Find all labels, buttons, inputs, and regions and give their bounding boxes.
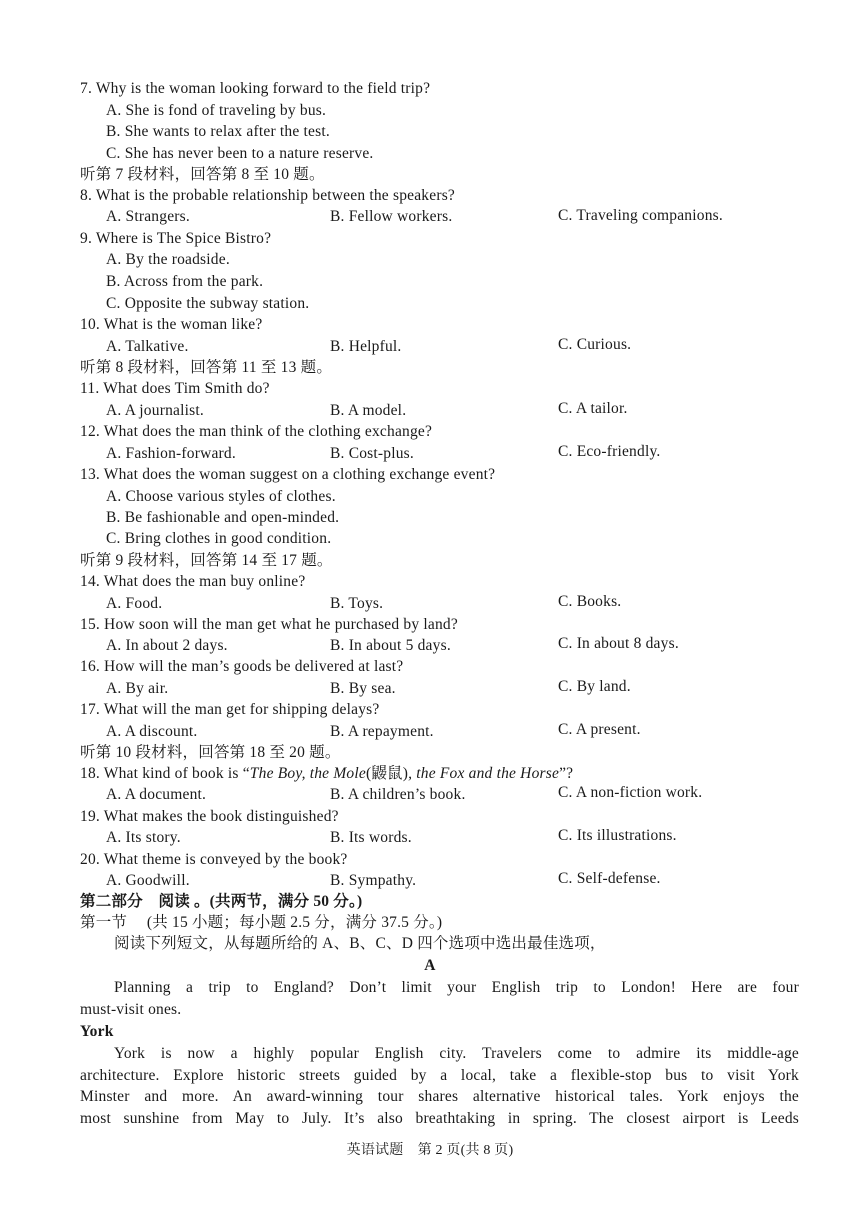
- york-paragraph-line-3: Minster and more. An award-winning tour shares alternative historical tales. York enjoys the: [80, 1088, 799, 1105]
- q15-option-c: C. In about 8 days.: [558, 635, 679, 652]
- q11-option-a: A. A journalist.: [106, 402, 204, 419]
- q9-option-c: C. Opposite the subway station.: [106, 295, 310, 312]
- q18-stem-end: ”?: [559, 765, 574, 782]
- york-paragraph-line-2: architecture. Explore historic streets guided by a local, take a flexible-stop bus to visit York: [80, 1067, 799, 1084]
- q12-option-c: C. Eco-friendly.: [558, 443, 661, 460]
- q19-option-b: B. Its words.: [330, 829, 412, 846]
- q12-option-a: A. Fashion-forward.: [106, 445, 236, 462]
- question-19: 19. What makes the book distinguished?: [80, 808, 339, 825]
- book-title: The Boy, the Mole: [249, 765, 366, 782]
- q8-option-a: A. Strangers.: [106, 208, 190, 225]
- book-title-rest: , the Fox and the Horse: [408, 765, 560, 782]
- q7-option-a: A. She is fond of traveling by bus.: [106, 102, 327, 119]
- q18-option-c: C. A non-fiction work.: [558, 784, 703, 801]
- q7-option-b: B. She wants to relax after the test.: [106, 123, 330, 140]
- section-1-heading: 第一节 (共 15 小题；每小题 2.5 分，满分 37.5 分。): [80, 914, 443, 931]
- q13-option-c: C. Bring clothes in good condition.: [106, 530, 332, 547]
- q20-option-a: A. Goodwill.: [106, 872, 190, 889]
- york-heading: York: [80, 1023, 114, 1040]
- listening-intro-8: 听第 8 段材料，回答第 11 至 13 题。: [80, 359, 333, 376]
- question-8: 8. What is the probable relationship between the speakers?: [80, 187, 456, 204]
- q8-option-c: C. Traveling companions.: [558, 207, 723, 224]
- q10-option-a: A. Talkative.: [106, 338, 189, 355]
- q9-option-b: B. Across from the park.: [106, 273, 264, 290]
- question-7: 7. Why is the woman looking forward to the field trip?: [80, 80, 431, 97]
- q10-option-b: B. Helpful.: [330, 338, 402, 355]
- question-15: 15. How soon will the man get what he purchased by land?: [80, 616, 458, 633]
- passage-intro-line-2: must-visit ones.: [80, 1001, 182, 1018]
- q18-option-a: A. A document.: [106, 786, 207, 803]
- question-12: 12. What does the man think of the clothing exchange?: [80, 423, 433, 440]
- question-13: 13. What does the woman suggest on a clothing exchange event?: [80, 466, 496, 483]
- q11-option-b: B. A model.: [330, 402, 407, 419]
- passage-intro-line-1: Planning a trip to England? Don’t limit your English trip to London! Here are four: [114, 979, 799, 996]
- passage-label: A: [424, 957, 436, 974]
- q19-option-c: C. Its illustrations.: [558, 827, 677, 844]
- question-18: [80, 764, 573, 784]
- q14-option-a: A. Food.: [106, 595, 163, 612]
- q17-option-b: B. A repayment.: [330, 723, 434, 740]
- page-footer: 英语试题 第 2 页(共 8 页): [346, 1143, 514, 1158]
- listening-intro-7: 听第 7 段材料，回答第 8 至 10 题。: [80, 166, 325, 183]
- mole-note: (鼹鼠): [365, 765, 409, 782]
- q15-option-b: B. In about 5 days.: [330, 637, 451, 654]
- q13-option-b: B. Be fashionable and open-minded.: [106, 509, 340, 526]
- question-14: 14. What does the man buy online?: [80, 573, 306, 590]
- question-17: 17. What will the man get for shipping delays?: [80, 701, 380, 718]
- q16-option-c: C. By land.: [558, 678, 631, 695]
- q8-option-b: B. Fellow workers.: [330, 208, 453, 225]
- q14-option-c: C. Books.: [558, 593, 622, 610]
- q20-option-c: C. Self-defense.: [558, 870, 661, 887]
- york-paragraph-line-1: York is now a highly popular English city. Travelers come to admire its middle-age: [114, 1045, 799, 1062]
- part-2-heading: 第二部分 阅读 。(共两节，满分 50 分。): [80, 893, 363, 910]
- q18-option-b: B. A children’s book.: [330, 786, 466, 803]
- question-16: 16. How will the man’s goods be delivered at last?: [80, 658, 404, 675]
- q16-option-b: B. By sea.: [330, 680, 396, 697]
- q10-option-c: C. Curious.: [558, 336, 632, 353]
- q14-option-b: B. Toys.: [330, 595, 384, 612]
- question-11: 11. What does Tim Smith do?: [80, 380, 270, 397]
- reading-instruction: 阅读下列短文，从每题所给的 A、B、C、D 四个选项中选出最佳选项，: [114, 935, 606, 952]
- q19-option-a: A. Its story.: [106, 829, 181, 846]
- q9-option-a: A. By the roadside.: [106, 251, 230, 268]
- q12-option-b: B. Cost-plus.: [330, 445, 414, 462]
- q7-option-c: C. She has never been to a nature reserve.: [106, 145, 374, 162]
- question-9: 9. Where is The Spice Bistro?: [80, 230, 272, 247]
- question-10: 10. What is the woman like?: [80, 316, 263, 333]
- question-20: 20. What theme is conveyed by the book?: [80, 851, 348, 868]
- q11-option-c: C. A tailor.: [558, 400, 628, 417]
- q17-option-a: A. A discount.: [106, 723, 198, 740]
- q18-stem-start: 18. What kind of book is “: [80, 765, 250, 782]
- q13-option-a: A. Choose various styles of clothes.: [106, 488, 336, 505]
- listening-intro-9: 听第 9 段材料，回答第 14 至 17 题。: [80, 552, 333, 569]
- listening-intro-10: 听第 10 段材料，回答第 18 至 20 题。: [80, 744, 341, 761]
- q20-option-b: B. Sympathy.: [330, 872, 417, 889]
- q17-option-c: C. A present.: [558, 721, 641, 738]
- q16-option-a: A. By air.: [106, 680, 169, 697]
- york-paragraph-line-4: most sunshine from May to July. It’s also breathtaking in spring. The closest airport is Leeds: [80, 1110, 799, 1127]
- q15-option-a: A. In about 2 days.: [106, 637, 228, 654]
